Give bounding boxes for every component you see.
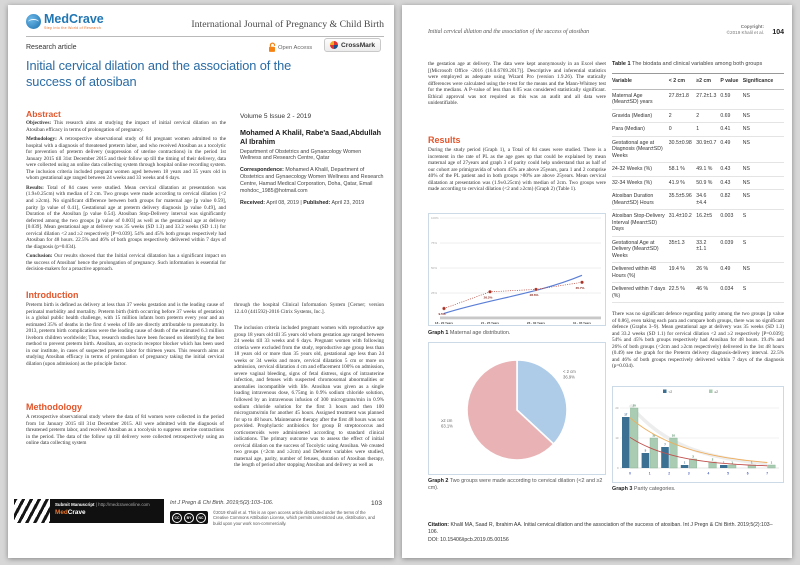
running-title: Initial cervical dilation and the association of the success of atosiban <box>428 29 590 35</box>
table-header: Variable < 2 cm ≥2 cm P value Significance <box>612 73 784 90</box>
graph2-caption: Graph 2 Two groups were made according to cervical dilation (<2 and ≥2 cm). <box>428 478 603 492</box>
svg-text:6: 6 <box>746 471 749 476</box>
crossmark-badge[interactable] <box>324 38 381 52</box>
svg-text:7: 7 <box>766 471 769 476</box>
cc-nc-icon: NC <box>196 513 206 523</box>
brand-tagline: Step into the World of Research <box>44 25 102 30</box>
table-row: Maternal Age (Mean±SD) years 27.8±1.8 27.2±1.3 0.59 NS <box>612 90 784 110</box>
cc-icon: CC <box>172 513 182 523</box>
article-meta <box>240 113 384 243</box>
abstract-text: Objectives: This research aims at studying the impact of initial cervical dilation on the Atosiban efficacy in terms of prolongation of pregnancy. Methodology: A retrospective observational study of 84 pregnant women admitted to the hospital with a diagnosis of threatened preterm labor, and who received Atosiban as a tocolytic for prevention of preterm delivery (suppression of uterine contractions) in the period 1st January 2015 till 31st December 2015 and their follow up till the timing of their delivery, data were collected using an online data collecting system through hospital online recording system. The inclusion criteria included pregnant women aged between 18 years and 35 years old in whom gestational age ranged between 24 weeks and 33 weeks and 6 days. Results: Total of 84 cases were studied. Mean cervical dilatation at presentation was (1.9±0.25cm) with median of 2 cm. Two groups were made according to cervical dilation (<2 and ≥2cm). No significant difference between both groups for maternal age [p value 0.59], parity [p value of 0.41], Gestational age at preterm delivery diagnosis [p value 0.49], and Duration of the Atosiban [p value 0.54]. Atosiban Stop-Delivery interval was significantly deferred among the two groups [p value of 0.003] as well as the gestational age at delivery [0.039]. Mean gestational age at delivery was 35 weeks (SD 1.3) and 33.2 weeks (SD 1.1) for cervical dilation <2 and ≥2 respectively [P=0.039]. 54% and 45% both groups respectively had Atosiban for 48 hours. 22.5% and 46% of both groups respectively delivered within 7 days of the diagnosis (p=0.034). Conclusion: Our results showed that the Initial cervical dilatation has a significant impact on the success of Atosiban' hence the prolongation of pregnancy. Such information is essential for decision-makers for a proactive approach. <box>26 120 226 273</box>
table-row: Para (Median) 0 1 0.41 NS <box>612 123 784 137</box>
medcrave-footer-logo: MedCrave <box>55 509 86 516</box>
svg-text:28.6%: 28.6% <box>529 292 539 297</box>
svg-text:0: 0 <box>616 466 619 470</box>
table-row: Gestational age at Diagnosis (Mean±SD) Weeks 30.5±0.98 30.9±0.7 0.49 NS <box>612 137 784 164</box>
svg-text:2: 2 <box>711 457 714 462</box>
citation-text: Citation: Khalil MA, Saad R, Ibrahim AA. Initial cervical dilation and the association of the success of atosiban. Int J Pregn & Chi Birth. 2019;5(2):103–106. DOI: 10.15406/ipcb.2019.05.00156 <box>428 522 780 548</box>
journal-ref: Int J Pregn & Chi Birth. 2019;5(2):103–106. <box>170 500 274 506</box>
svg-text:3: 3 <box>687 471 690 476</box>
cc-license-badge[interactable] <box>170 511 208 524</box>
svg-text:18 - 20 Years: 18 - 20 Years <box>434 320 454 325</box>
svg-text:31 - 35 Years: 31 - 35 Years <box>572 320 592 325</box>
svg-text:20: 20 <box>632 403 636 408</box>
citation-doi: DOI: 10.15406/ipcb.2019.05.00156 <box>428 536 509 543</box>
svg-text:0: 0 <box>629 471 631 476</box>
svg-text:35.7%: 35.7% <box>575 285 585 290</box>
svg-text:100%: 100% <box>431 216 439 221</box>
svg-text:21 - 25 Years: 21 - 25 Years <box>480 320 500 325</box>
introduction-heading: Introduction <box>26 290 79 300</box>
page-number-104: 104 <box>772 29 784 36</box>
authors: Mohamed A Khalil, Rabe'a Saad,Abdullah Al Ibrahim <box>240 127 381 146</box>
article-dates: Received: April 08, 2019 | Published: April 23, 2019 <box>240 199 365 206</box>
svg-text:1: 1 <box>648 471 651 476</box>
table-title: Table 1 The biodata and clinical variables among both groups <box>612 61 763 67</box>
page-2 <box>402 5 792 558</box>
header-divider <box>26 36 384 37</box>
svg-text:9.5%: 9.5% <box>438 312 446 316</box>
footer-stripes <box>14 499 50 523</box>
introduction-text: Preterm birth is defined as delivery at less than 37 weeks gestation and is the leading cause of perinatal morbidity and mortality. Preterm birth (birth occurring before 37 weeks of gestation) is a global public health challenge, with 15 million infants born preterm every year and an estimated 35% of deaths in the first 4 weeks of life are directly attributable to prematurity. In 2013, preterm birth complications were the leading cause of death of the estimated 6.3 million liveborn children worldwide; Thus, research studies have been focused on identifying the best method to prevent preterm birth. Atosiban, an oxytocin receptor blocker which has been used in our institute, in cases of suspected preterm labor for thirteen years. This research aims at studying Atosiban efficacy in terms of prolongation of pregnancy taking the initial cervical dilation (upon admission) as the principle factor. <box>26 302 224 367</box>
column2-text-a: through the hospital Clinical Information System [Cerner; version 12.4.0 (441592)-2016 Citrix Systems, Inc.]. <box>234 302 384 315</box>
article-type: Research article <box>26 44 77 51</box>
cervical-dilation-pie-chart <box>428 342 606 475</box>
parity-discussion-text: There was no significant defence regarding parity among the two groups [p value of 0.86], even taking each para and compare both groups, there was no significant defence (Graphs 3–9). Mean gestational age at delivery was 35 weeks (SD 1.3) and 33.2 weeks (SD 1.1) for cervical dilation <2 and ≥2 respectively [P=0.039]; 54% and 45% both groups respectively had Atosiban for 48 hours. 19.4% and 26% of both groups (<2cm and ≥2cm respectively) delivered in the 1st 48 hours (0.49) see the graph for the Preterm delivery diagnosis-delivery interval. 22.5% and 46% of both groups respectively delivered within 7 days of the diagnosis (p=0.034). <box>612 311 784 370</box>
svg-text:10: 10 <box>652 433 656 438</box>
table-row: Delivered within 48 Hours (%) 19.4 % 26 % 0.49 NS <box>612 263 784 283</box>
cc-by-icon: BY <box>184 513 194 523</box>
article-title: Initial cervical dilation and the association of the success of atosiban <box>26 58 292 90</box>
svg-text:10: 10 <box>671 433 676 438</box>
table-row: Delivered within 7 days (%) 22.5 % 46 % 0.034 S <box>612 283 784 303</box>
table-row: Atosiban Stop-Delivery Interval (Mean±SD) Days 31.4±10.2 16.2±5 0.003 S <box>612 210 784 237</box>
svg-text:1: 1 <box>770 460 773 465</box>
table-row: 32-34 Weeks (%) 41.9 % 50.9 % 0.43 NS <box>612 177 784 191</box>
svg-text:26.2%: 26.2% <box>483 295 493 300</box>
svg-text:25%: 25% <box>431 291 438 296</box>
submit-manuscript-link[interactable]: Submit Manuscript | http://medcraveonline.com MedCrave <box>50 499 164 523</box>
svg-text:< 2 cm36.9%: < 2 cm 36.9% <box>563 369 576 380</box>
svg-text:4: 4 <box>707 471 710 476</box>
results-heading: Results <box>428 135 461 145</box>
column2-text-b: The inclusion criteria included pregnant women with reproductive age group 18 years old till 35 years old whom gestation age ranged between 24 weeks till 33 weeks and 6 days. Pregnant women with following criteria were excluded from the study, reproductive age group less than 18 years old or more than 35 years old, gestational age less than 24 weeks or 34 weeks and more, cervical dilatation 5 cm or more on admission, cervical dilatation 4 cm and effacement 100% on admission, severe vaginal bleeding, signs of fetal distress, signs of intrauterine infection, and fetuses with suspected chromosomal abnormalities or anomalies incompatible with life. Atosiban was given as a single loading intravenous dose, 6.75mg in 0.9% sodium chloride solution, followed by an intravenous infusion of 300 micrograms/min in 0.9% sodium chloride solution for the first 3 hours and then 100 micrograms/min for another 45 hours. Assigned treatment was planned for up to 48 hours. Maintenance therapy after the first 48 hours was not provided. Prophylactic antibiotics for group B streptococcus and corticosteroids were administered according to standard clinical indications. The primary outcome was to assess the effect of initial cervical dilation on the success of Tocolytic using Atosiban. We created two groups (<2cm and ≥2cm) and Deferent variables were studied, maternal age, parity, number of fetuses, duration of Atosiban therapy, the length of period after stopping Atosiban and delivery as well as <box>234 325 384 469</box>
results-text: During the study period (Graph 1), a Total of 84 cases were studied. There is a increment in the rate of PL as the age goes up that could be explained by mean maternal age of 27years and graph 3 of parity could help understand that as half of our cohort are primigravida of whom 45% are above 25years, para 1 and 2 comprise 40% of the PL patient and in both groups >80% are above 25years. Mean cervical dilatation at presentation was (1.9±0.25cm) with median of 2cm. Two groups were made according to cervical dilation (<2 and ≥2cm) (Graph 2) (Table 1). <box>428 147 606 193</box>
open-access-label: Open Access <box>278 44 313 51</box>
medcrave-globe-icon <box>26 14 41 29</box>
svg-text:2: 2 <box>668 471 671 476</box>
graph3-caption: Graph 3 Parity categories. <box>612 486 676 492</box>
methodology-heading: Methodology <box>26 402 82 412</box>
svg-text:1: 1 <box>683 460 686 465</box>
volume-issue: Volume 5 Issue 2 - 2019 <box>240 113 312 120</box>
svg-text:17: 17 <box>624 412 628 417</box>
page-1 <box>8 5 394 558</box>
svg-text:26 - 30 Years: 26 - 30 Years <box>526 320 546 325</box>
table-row: Gestational Age at Delivery (Mean±SD) Weeks 35±1.3 33.2 ±1.1 0.039 S <box>612 237 784 264</box>
statistics-text: the gestation age at delivery. The data were kept anonymously in an Excel sheet [(Microsoft Office -2016 (16.0.6769.2017)]. Descriptive and inferential statistics were employed as adequate using Wizard Pro (version 1.9.26). The statically differences were calculated using the t-test for the means and the Mann-Whitney test for the medians. A P-value of less than 0.05 was considered statistically significant. Ethical approval was not required as this was an audit and all data were unidentifiable. <box>428 61 606 107</box>
svg-text:<2: <2 <box>668 389 673 394</box>
page-number-103: 103 <box>370 500 382 507</box>
maternal-age-line-chart <box>428 213 606 326</box>
journal-name: International Journal of Pregnancy & Child Birth <box>191 19 384 30</box>
svg-text:3: 3 <box>692 454 694 459</box>
table-row: Gravida (Median) 2 2 0.69 NS <box>612 110 784 124</box>
graph1-caption: Graph 1 Maternal age distribution. <box>428 330 511 336</box>
open-access-badge[interactable] <box>268 42 312 53</box>
crossmark-logo-icon <box>330 41 338 49</box>
svg-text:1: 1 <box>722 460 725 465</box>
crossmark-label: CrossMark <box>341 41 376 49</box>
svg-text:75%: 75% <box>431 241 438 246</box>
license-text: ©2019 Khalil et al. This is an open access article distributed under the terms of the Creative Commons Attribution License, which permits unrestricted use, distribution, and build upon your work non-commercially. <box>213 510 375 526</box>
abstract-heading: Abstract <box>26 109 61 119</box>
svg-text:7: 7 <box>664 442 666 447</box>
open-access-lock-icon <box>268 42 276 53</box>
table-row: Atosiban Duration (Mean±SD) Hours 35.5±5.96 34.6 ±4.4 0.82 NS <box>612 190 784 210</box>
methodology-text: A retrospective observational study where the data of 84 women were collected in the period from 1st January 2015 till 31st December 2015. All were admitted with the diagnosis of threatened preterm labor, and received Atosiban as a tocolysis to suppress uterine contractions in the period. The data of the follow up till delivery were collected retrospectively using an online data collecting system <box>26 414 224 447</box>
svg-text:5: 5 <box>727 471 729 476</box>
copyright-note: Copyright: ©2019 Khalil et al. <box>726 24 764 36</box>
svg-text:10: 10 <box>615 436 619 440</box>
medcrave-logo <box>26 13 104 30</box>
table-1 <box>612 73 784 309</box>
svg-text:1: 1 <box>731 460 734 465</box>
svg-text:20: 20 <box>615 406 619 410</box>
svg-text:1: 1 <box>750 460 753 465</box>
parity-bar-chart <box>612 386 784 483</box>
svg-text:50%: 50% <box>431 266 438 271</box>
svg-text:≥2 cm63.1%: ≥2 cm 63.1% <box>441 418 453 429</box>
svg-text:5: 5 <box>644 448 647 453</box>
correspondence: Correspondence: Mohamed A Khalil, Department of Obstetrics and Gynaecology Women Wellness and Research Centre, Hamad Medical Corporation, Doha, Qatar, Email mohdoc_1985@hotmail.com <box>240 167 384 194</box>
table-row: 24-32 Weeks (%) 58.1 % 49.1 % 0.43 NS <box>612 163 784 177</box>
svg-text:≥2: ≥2 <box>714 389 719 394</box>
brand-name: MedCrave <box>44 12 104 26</box>
affiliation: Department of Obstetrics and Gynaecology Women Wellness and Research Centre, Qatar <box>240 148 362 162</box>
